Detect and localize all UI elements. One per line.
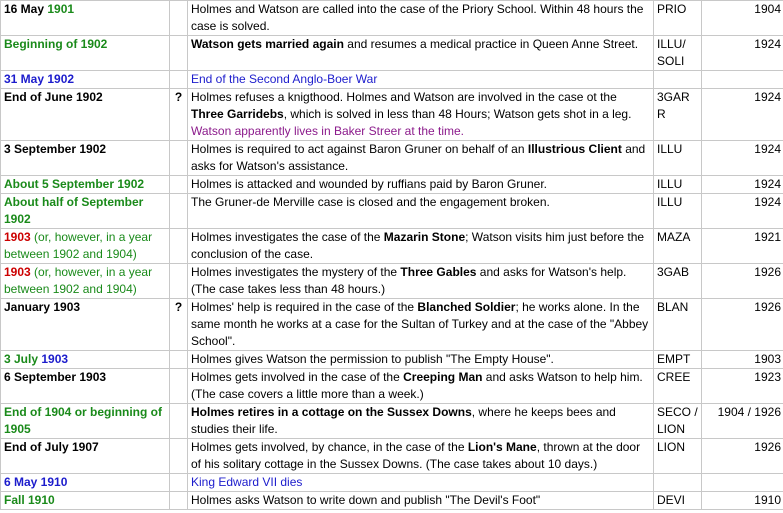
uncertain-cell: [170, 264, 188, 299]
table-row: [1, 141, 783, 176]
table-row: [1, 404, 783, 439]
date-text: 1903: [4, 265, 31, 279]
table-row: [1, 176, 783, 194]
publication-year: 1924: [754, 142, 781, 156]
table-row: [1, 492, 783, 510]
story-code: BLAN: [657, 300, 689, 314]
uncertain-cell: [170, 351, 188, 369]
date-cell: [1, 404, 170, 439]
date-text: Fall 1910: [4, 493, 55, 507]
event-cell: [188, 439, 654, 474]
story-code: ILLU: [657, 177, 683, 191]
publication-year-cell: [702, 1, 783, 36]
publication-year-cell: [702, 89, 783, 141]
story-code-cell: [654, 176, 702, 194]
event-text: ; he works alone. In the same month he works at a case for the Sultan of Turkey and at the case of the "Abbey School".: [191, 300, 649, 348]
date-cell: [1, 1, 170, 36]
date-text: (or, however, in a year between 1902 and 1904): [4, 265, 153, 296]
uncertain-cell: [170, 89, 188, 141]
publication-year-cell: [702, 299, 783, 351]
event-text: Holmes is required to act against Baron Gruner on behalf of an: [191, 142, 528, 156]
event-text: Watson gets married again: [191, 37, 344, 51]
publication-year: 1924: [754, 195, 781, 209]
table-row: [1, 369, 783, 404]
story-code: SECO / LION: [657, 405, 698, 436]
event-text: Holmes gives Watson the permission to publish "The Empty House".: [191, 352, 554, 366]
event-cell: [188, 1, 654, 36]
uncertain-cell: [170, 439, 188, 474]
publication-year-cell: [702, 439, 783, 474]
event-text: Watson apparently lives in Baker Streer at the time.: [191, 124, 465, 138]
publication-year: 1923: [754, 370, 781, 384]
date-text: End of 1904 or beginning of 1905: [4, 405, 163, 436]
uncertain-cell: [170, 229, 188, 264]
uncertain-cell: [170, 141, 188, 176]
date-cell: [1, 492, 170, 510]
event-text: Holmes investigates the case of the: [191, 230, 384, 244]
story-code-cell: [654, 141, 702, 176]
uncertain-cell: [170, 71, 188, 89]
event-text: Illustrious Client: [527, 142, 622, 156]
publication-year-cell: [702, 369, 783, 404]
table-row: [1, 474, 783, 492]
story-code-cell: [654, 36, 702, 71]
date-cell: [1, 474, 170, 492]
date-text: 1903: [4, 230, 31, 244]
event-cell: [188, 176, 654, 194]
date-text: About 5 September 1902: [4, 177, 145, 191]
uncertain-cell: [170, 474, 188, 492]
event-text: King Edward VII dies: [191, 475, 303, 489]
event-text: Blanched Soldier: [417, 300, 516, 314]
date-cell: [1, 71, 170, 89]
publication-year-cell: [702, 141, 783, 176]
story-code-cell: [654, 351, 702, 369]
date-cell: [1, 264, 170, 299]
event-text: Mazarin Stone: [383, 230, 466, 244]
event-cell: [188, 89, 654, 141]
timeline-body: [1, 1, 783, 510]
date-cell: [1, 229, 170, 264]
event-text: Holmes is attacked and wounded by ruffians paid by Baron Gruner.: [191, 177, 547, 191]
story-code: 3GARR: [657, 90, 690, 121]
event-cell: [188, 141, 654, 176]
publication-year: 1903: [754, 352, 781, 366]
event-cell: [188, 71, 654, 89]
event-text: , thrown at the door of his solitary cottage in the Sussex Downs. (The case takes about 10 days.): [191, 440, 641, 471]
date-text: 3 September 1902: [4, 142, 107, 156]
story-code-cell: [654, 404, 702, 439]
publication-year: 1924: [754, 177, 781, 191]
event-text: and asks for Watson's assistance.: [191, 142, 646, 173]
uncertain-cell: [170, 36, 188, 71]
story-code: PRIO: [657, 2, 687, 16]
table-row: [1, 299, 783, 351]
publication-year: 1926: [754, 265, 781, 279]
story-code: LION: [657, 440, 686, 454]
event-cell: [188, 194, 654, 229]
event-text: Holmes asks Watson to write down and publish "The Devil's Foot": [191, 493, 541, 507]
event-cell: [188, 492, 654, 510]
date-cell: [1, 439, 170, 474]
story-code-cell: [654, 439, 702, 474]
publication-year-cell: [702, 474, 783, 492]
table-row: [1, 194, 783, 229]
story-code: ILLU/ SOLI: [657, 37, 686, 68]
uncertain-marker: ?: [174, 90, 183, 104]
publication-year: 1924: [754, 90, 781, 104]
date-text: 1903: [41, 352, 69, 366]
event-text: , which is solved in less than 48 Hours; Watson gets shot in a leg.: [283, 107, 632, 121]
date-text: (or, however, in a year between 1902 and 1904): [4, 230, 153, 261]
table-row: [1, 89, 783, 141]
table-row: [1, 71, 783, 89]
date-text: End of June 1902: [4, 90, 103, 104]
date-text: Beginning of 1902: [4, 37, 108, 51]
publication-year: 1921: [754, 230, 781, 244]
story-code-cell: [654, 474, 702, 492]
table-row: [1, 439, 783, 474]
date-cell: [1, 141, 170, 176]
event-text: ; Watson visits him just before the conclusion of the case.: [191, 230, 645, 261]
publication-year: 1904 / 1926: [717, 405, 781, 419]
event-cell: [188, 36, 654, 71]
date-text: End of July 1907: [4, 440, 99, 454]
publication-year-cell: [702, 194, 783, 229]
uncertain-cell: [170, 299, 188, 351]
story-code: 3GAB: [657, 265, 690, 279]
event-text: Holmes' help is required in the case of the: [191, 300, 418, 314]
event-text: Holmes gets involved, by chance, in the case of the: [191, 440, 468, 454]
event-text: Holmes gets involved in the case of the: [191, 370, 404, 384]
date-text: 16 May: [4, 2, 48, 16]
event-cell: [188, 369, 654, 404]
event-cell: [188, 404, 654, 439]
publication-year: 1924: [754, 37, 781, 51]
story-code: ILLU: [657, 195, 683, 209]
publication-year-cell: [702, 36, 783, 71]
event-text: and resumes a medical practice in Queen Anne Street.: [343, 37, 639, 51]
uncertain-cell: [170, 369, 188, 404]
event-text: Three Gables: [400, 265, 477, 279]
publication-year: 1926: [754, 300, 781, 314]
uncertain-cell: [170, 194, 188, 229]
story-code-cell: [654, 194, 702, 229]
date-cell: [1, 89, 170, 141]
uncertain-cell: [170, 404, 188, 439]
date-text: 6 May 1910: [4, 475, 68, 489]
story-code-cell: [654, 492, 702, 510]
event-text: and asks Watson to help him. (The case covers a little more than a week.): [191, 370, 643, 401]
story-code-cell: [654, 89, 702, 141]
story-code-cell: [654, 369, 702, 404]
date-text: 6 September 1903: [4, 370, 107, 384]
event-cell: [188, 229, 654, 264]
story-code-cell: [654, 229, 702, 264]
event-text: Holmes refuses a knigthood. Holmes and Watson are involved in the case ot the: [191, 90, 617, 104]
story-code-cell: [654, 71, 702, 89]
uncertain-cell: [170, 176, 188, 194]
table-row: [1, 229, 783, 264]
date-cell: [1, 299, 170, 351]
date-cell: [1, 36, 170, 71]
table-row: [1, 36, 783, 71]
event-text: Holmes and Watson are called into the case of the Priory School. Within 48 hours the case is solved.: [191, 2, 644, 33]
event-cell: [188, 474, 654, 492]
publication-year-cell: [702, 404, 783, 439]
date-cell: [1, 369, 170, 404]
event-text: Lion's Mane: [467, 440, 537, 454]
story-code-cell: [654, 299, 702, 351]
event-cell: [188, 299, 654, 351]
publication-year: 1926: [754, 440, 781, 454]
date-cell: [1, 176, 170, 194]
story-code: ILLU: [657, 142, 683, 156]
event-text: and asks for Watson's help. (The case takes less than 48 hours.): [191, 265, 627, 296]
event-text: Creeping Man: [403, 370, 483, 384]
publication-year-cell: [702, 71, 783, 89]
event-text: Holmes investigates the mystery of the: [191, 265, 401, 279]
publication-year: 1904: [754, 2, 781, 16]
event-text: Three Garridebs: [191, 107, 284, 121]
story-code-cell: [654, 1, 702, 36]
event-cell: [188, 351, 654, 369]
publication-year: 1910: [754, 493, 781, 507]
uncertain-cell: [170, 492, 188, 510]
uncertain-cell: [170, 1, 188, 36]
table-row: [1, 264, 783, 299]
story-code: EMPT: [657, 352, 691, 366]
event-cell: [188, 264, 654, 299]
story-code: DEVI: [657, 493, 686, 507]
event-text: , where he keeps bees and studies their life.: [191, 405, 616, 436]
publication-year-cell: [702, 229, 783, 264]
publication-year-cell: [702, 351, 783, 369]
event-text: End of the Second Anglo-Boer War: [191, 72, 378, 86]
story-code: MAZA: [657, 230, 691, 244]
story-code-cell: [654, 264, 702, 299]
event-text: The Gruner-de Merville case is closed and the engagement broken.: [191, 195, 550, 209]
date-text: 3 July: [4, 352, 42, 366]
publication-year-cell: [702, 264, 783, 299]
uncertain-marker: ?: [174, 300, 183, 314]
date-text: January 1903: [4, 300, 81, 314]
table-row: [1, 1, 783, 36]
date-cell: [1, 194, 170, 229]
publication-year-cell: [702, 492, 783, 510]
story-code: CREE: [657, 370, 691, 384]
event-text: Holmes retires in a cottage on the Sussex Downs: [191, 405, 472, 419]
date-text: 1901: [47, 2, 75, 16]
publication-year-cell: [702, 176, 783, 194]
date-text: About half of September 1902: [4, 195, 144, 226]
date-text: 31 May 1902: [4, 72, 75, 86]
table-row: [1, 351, 783, 369]
date-cell: [1, 351, 170, 369]
